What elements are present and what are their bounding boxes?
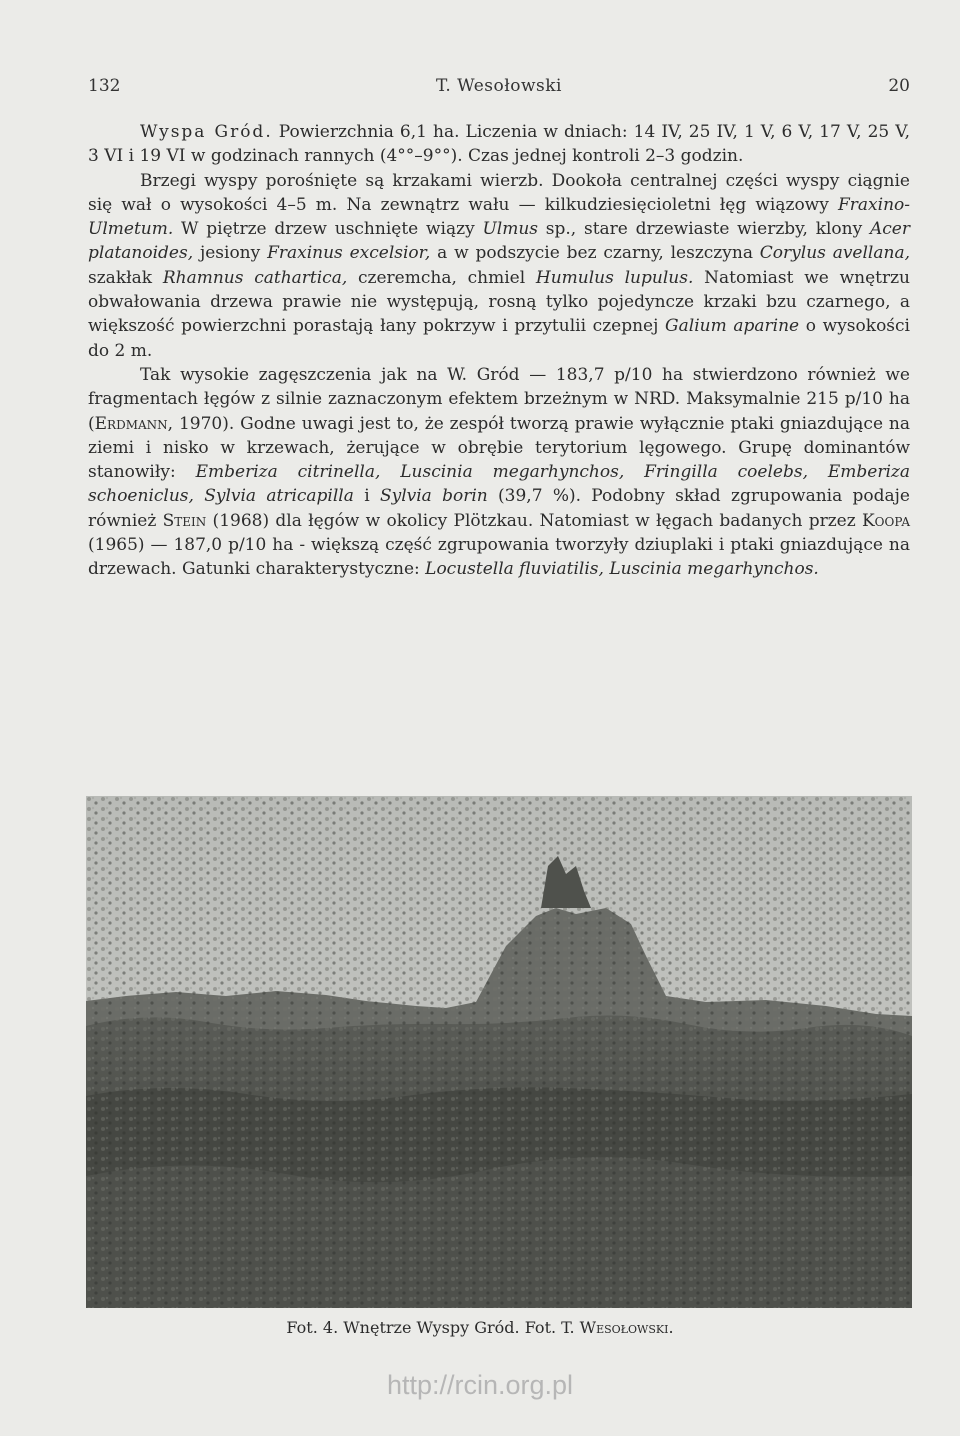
- p3-i2: Sylvia borin: [379, 486, 488, 507]
- page-number-left: 132: [88, 76, 121, 96]
- p2-i4: Fraxinus excelsior,: [267, 243, 431, 264]
- p1-text: Powierzchnia 6,1 ha. Liczenia w dniach: 14 IV, 25 IV, 1 V, 6 V, 17 V, 25 V, 3 VI i 19 VI w godzinach rannych (4°°–9°°). Czas jednej kontroli 2–3 godzin.: [88, 122, 911, 167]
- p3-t1: Tak wysokie zagęszczenia jak na W. Gród — 183,7 p/10 ha stwierdzono również we fragmentach łęgów z silnie zaznaczonym efektem brzeżnym w NRD. Maksymalnie 215 p/10 ha (: [88, 364, 910, 434]
- p2-t2: W piętrze drzew uschnięte wiązy: [173, 219, 483, 240]
- site-name: Wyspa Gród.: [140, 122, 273, 142]
- p2-i3: Acer platanoides,: [88, 219, 910, 264]
- p2-t9: o wysokości do 2 m.: [88, 316, 910, 361]
- paragraph-2: [88, 169, 910, 363]
- p3-i3: Locustella fluviatilis, Luscinia megarhynchos.: [425, 559, 819, 580]
- p3-author-stein: Stein: [162, 510, 207, 531]
- p2-i8: Galium aparine: [665, 316, 800, 337]
- p3-author-koopa: Koopa: [861, 510, 910, 531]
- p3-t3: i: [353, 486, 380, 507]
- p2-i6: Rhamnus cathartica,: [162, 267, 348, 288]
- watermark-url: http://rcin.org.pl: [386, 1370, 574, 1400]
- paragraph-3: [88, 363, 910, 582]
- running-header: [88, 76, 910, 104]
- paragraph-1: [88, 120, 910, 169]
- p2-t4: jesiony: [193, 243, 268, 264]
- photo-caption: [0, 1318, 960, 1337]
- caption-text: Fot. 4. Wnętrze Wyspy Gród. Fot. T.: [286, 1318, 580, 1337]
- page-number-right: 20: [888, 76, 910, 96]
- body-text: [88, 120, 910, 582]
- p3-t6: (1965) — 187,0 p/10 ha - większą część zgrupowania tworzyły dziuplaki i ptaki gniazdujące na drzewach. Gatunki charakterystyczne:: [88, 535, 910, 580]
- caption-author: Wesołowski.: [579, 1318, 674, 1337]
- p3-t2: , 1970). Godne uwagi jest to, że zespół tworzą prawie wyłącznie ptaki gniazdujące na ziemi i nisko w krzewach, żerujące w obrębie terytorium lęgowego. Grupę dominantów stanowiły:: [88, 413, 910, 483]
- running-author: T. Wesołowski: [435, 76, 562, 96]
- p2-t8: Natomiast we wnętrzu obwałowania drzewa prawie nie występują, rosną tylko pojedyncze krzaki bzu czarnego, a większość powierzchni porastają łany pokrzyw i przytulii czepnej: [88, 267, 910, 337]
- p3-i1: Emberiza citrinella, Luscinia megarhynchos, Fringilla coelebs, Emberiza schoeniclus, Sylvia atricapilla: [88, 462, 910, 507]
- p2-t6: szakłak: [88, 267, 163, 288]
- p3-author-erdmann: Erdmann: [94, 413, 168, 434]
- p2-i7: Humulus lupulus.: [535, 267, 694, 288]
- p2-i5: Corylus avellana,: [759, 243, 910, 264]
- p2-t7: czeremcha, chmiel: [347, 267, 536, 288]
- photograph-island-interior: [86, 796, 912, 1308]
- photo-illustration: [86, 796, 912, 1308]
- p2-t1: Brzegi wyspy porośnięte są krzakami wierzb. Dookoła centralnej części wyspy ciągnie się wał o wysokości 4–5 m. Na zewnątrz wału — kilkudziesięcioletni łęg wiązowy: [88, 170, 910, 215]
- p2-t5: a w podszycie bez czarny, leszczyna: [430, 243, 760, 264]
- p3-t4: (39,7 %). Podobny skład zgrupowania podaje również: [88, 486, 910, 531]
- p2-i2: Ulmus: [482, 219, 539, 240]
- p2-i1: Fraxino-Ulmetum.: [88, 194, 910, 240]
- p2-t3: sp., stare drzewiaste wierzby, klony: [538, 219, 870, 240]
- p3-t5: (1968) dla łęgów w okolicy Plötzkau. Natomiast w łęgach badanych przez: [206, 510, 862, 531]
